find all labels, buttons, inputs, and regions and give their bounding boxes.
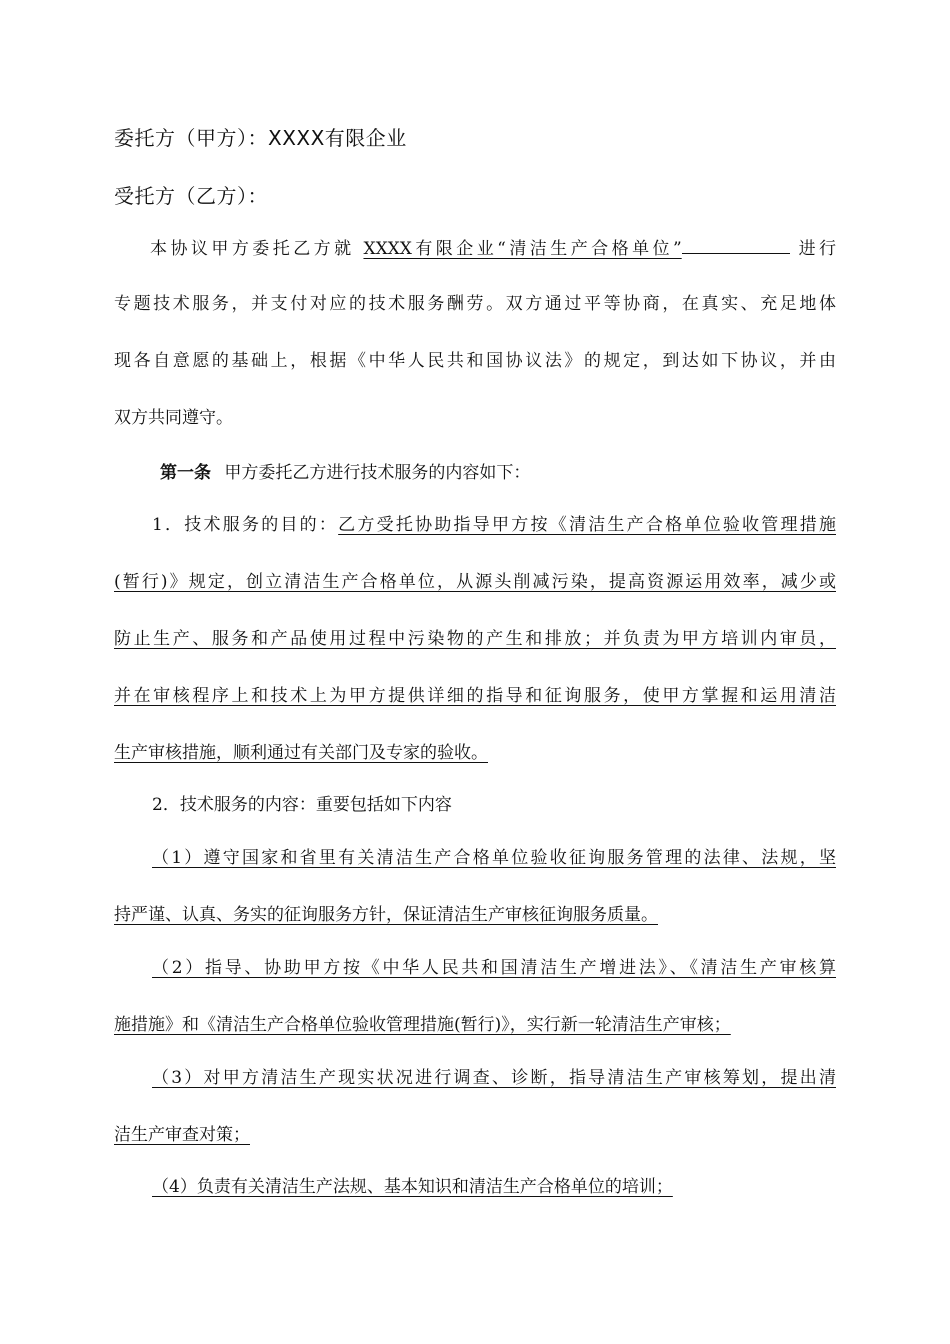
content-item-1-line-1: （1）遵守国家和省里有关清洁生产合格单位验收征询服务管理的法律、法规，坚 — [152, 848, 836, 868]
project-name: XXXX有限企业“清洁生产合格单位” — [363, 239, 682, 259]
intro-line-2: 专题技术服务，并支付对应的技术服务酬劳。双方通过平等协商，在真实、充足地体 — [114, 294, 836, 314]
purpose-label: 1．技术服务的目的： — [152, 515, 339, 535]
intro-suffix: 进行 — [798, 239, 836, 259]
party-a-line: 委托方（甲方）：XXXX有限企业 — [114, 126, 407, 150]
intro-line-1 — [114, 235, 836, 261]
purpose-line-3: 防止生产、服务和产品使用过程中污染物的产生和排放；并负责为甲方培训内审员， — [114, 629, 836, 649]
content-item-3-line-1: （3）对甲方清洁生产现实状况进行调查、诊断，指导清洁生产审核筹划，提出清 — [152, 1068, 836, 1088]
purpose-line-1 — [114, 513, 836, 537]
content-item-2-line-2: 施措施》和《清洁生产合格单位验收管理措施(暂行)》，实行新一轮清洁生产审核； — [114, 1015, 731, 1035]
content-item-2-line-1: （2）指导、协助甲方按《中华人民共和国清洁生产增进法》、《清洁生产审核算 — [152, 958, 836, 978]
intro-prefix: 本协议甲方委托乙方就 — [150, 239, 355, 259]
content-item-1-line-2: 持严谨、认真、务实的征询服务方针，保证清洁生产审核征询服务质量。 — [114, 905, 658, 925]
purpose-line-2: (暂行)》规定，创立清洁生产合格单位，从源头削减污染，提高资源运用效率，减少或 — [114, 572, 836, 592]
article-1-heading — [160, 461, 530, 485]
purpose-line-4: 并在审核程序上和技术上为甲方提供详细的指导和征询服务，使甲方掌握和运用清洁 — [114, 686, 836, 706]
purpose-text-1: 乙方受托协助指导甲方按《清洁生产合格单位验收管理措施 — [338, 515, 836, 535]
article-1-label: 第一条 — [160, 463, 211, 483]
content-heading: 2．技术服务的内容：重要包括如下内容 — [152, 795, 452, 815]
purpose-line-5: 生产审核措施，顺利通过有关部门及专家的验收。 — [114, 743, 488, 763]
intro-line-4: 双方共同遵守。 — [114, 408, 233, 428]
project-blank — [682, 235, 790, 254]
content-item-4-line-1: （4）负责有关清洁生产法规、基本知识和清洁生产合格单位的培训； — [152, 1177, 673, 1197]
party-b-line: 受托方（乙方）： — [114, 184, 268, 208]
intro-line-3: 现各自意愿的基础上，根据《中华人民共和国协议法》的规定，到达如下协议，并由 — [114, 351, 836, 371]
content-item-3-line-2: 洁生产审查对策； — [114, 1125, 250, 1145]
article-1-title: 甲方委托乙方进行技术服务的内容如下： — [224, 463, 531, 483]
